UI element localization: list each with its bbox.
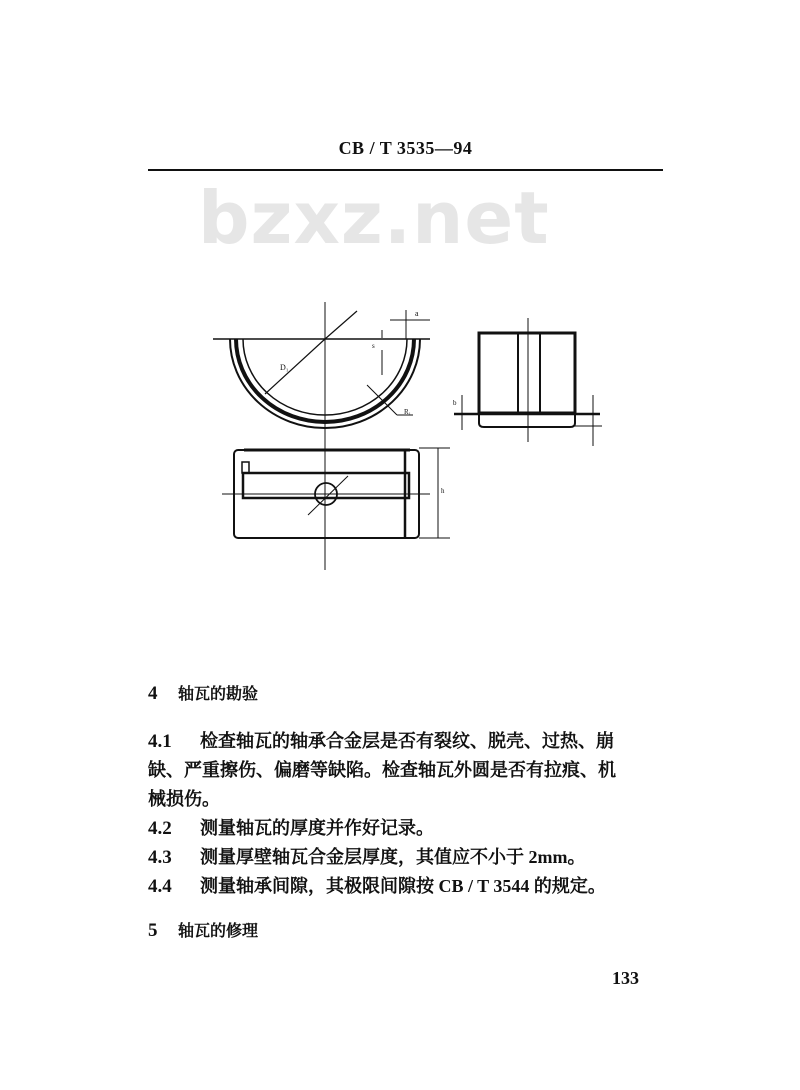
clause-number: 4.3 <box>148 847 172 868</box>
section-title: 轴瓦的勘验 <box>178 686 259 703</box>
clause-text: 检查轴瓦的轴承合金层是否有裂纹、脱壳、过热、崩 <box>200 731 614 751</box>
label-d1: D₁ <box>280 363 289 372</box>
page-number: 133 <box>612 968 639 988</box>
clause-number: 4.1 <box>148 731 172 752</box>
label-b: b <box>453 399 457 407</box>
clause-text: 测量厚壁轴瓦合金层厚度，其值应不小于 2mm。 <box>200 847 586 867</box>
section-5-heading <box>148 916 663 946</box>
section-4-heading <box>148 679 663 709</box>
label-h: h <box>441 487 445 495</box>
clause-4-4 <box>148 872 663 901</box>
clause-number: 4.2 <box>148 818 172 839</box>
bearing-shell-drawing <box>200 290 620 590</box>
plan-view <box>222 448 450 538</box>
clause-4-3 <box>148 843 663 872</box>
section-number: 4 <box>148 683 158 704</box>
clause-text: 测量轴承间隙，其极限间隙按 CB / T 3544 的规定。 <box>200 876 606 896</box>
header-rule <box>148 169 663 171</box>
clause-text: 测量轴瓦的厚度并作好记录。 <box>200 818 434 838</box>
clause-4-1-line-2: 缺、严重擦伤、偏磨等缺陷。检查轴瓦外圆是否有拉痕、机 <box>148 760 616 780</box>
side-view <box>454 318 602 446</box>
clause-4-1-line-1 <box>148 727 663 756</box>
clause-4-1-line-3: 械损伤。 <box>148 789 220 809</box>
label-r1: R₁ <box>404 408 412 416</box>
standard-code-header: CB / T 3535—94 <box>338 138 473 158</box>
label-s: s <box>372 342 375 350</box>
label-a: a <box>415 309 419 318</box>
section-title: 轴瓦的修理 <box>178 923 259 940</box>
clause-number: 4.4 <box>148 876 172 897</box>
front-view <box>213 302 430 570</box>
section-number: 5 <box>148 920 158 941</box>
clause-4-2 <box>148 814 663 843</box>
watermark: bzxz.net <box>198 176 550 260</box>
